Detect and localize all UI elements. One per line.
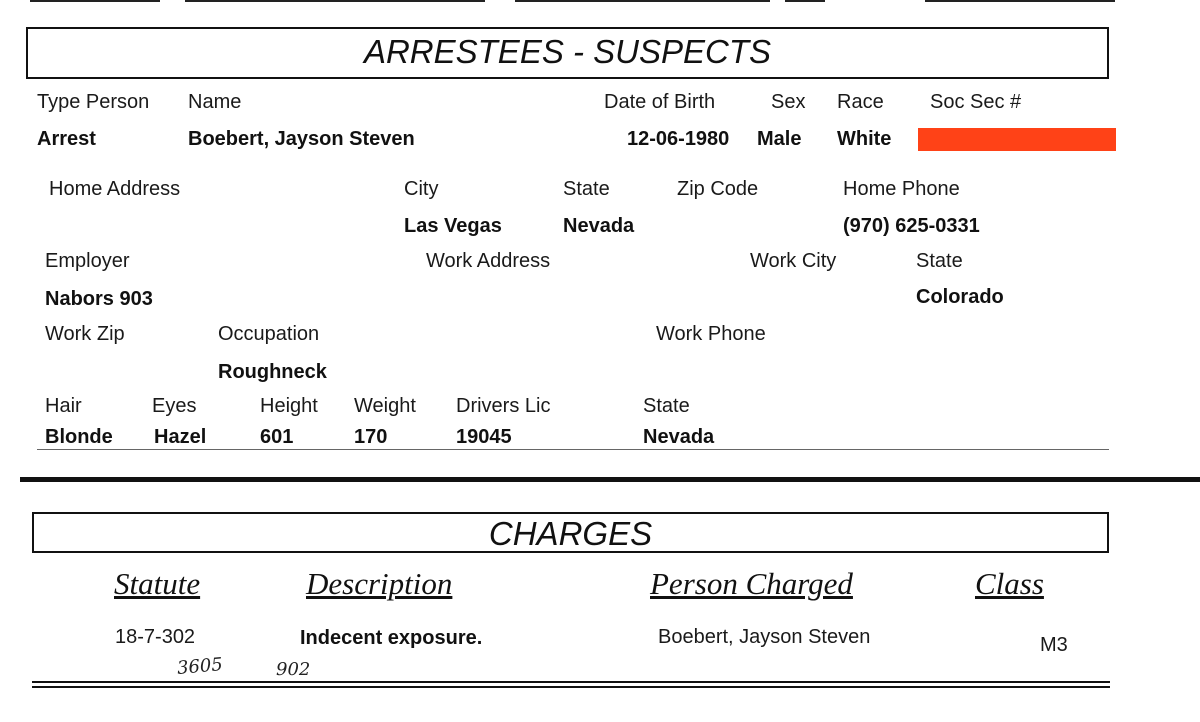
label-state: State bbox=[563, 178, 610, 200]
top-edge-mark bbox=[515, 0, 770, 2]
value-occupation: Roughneck bbox=[218, 361, 327, 383]
label-work-city: Work City bbox=[750, 250, 837, 272]
value-type-person: Arrest bbox=[37, 128, 96, 150]
value-weight: 170 bbox=[354, 426, 388, 448]
value-work-state: Colorado bbox=[916, 286, 1004, 308]
value-height: 601 bbox=[260, 426, 294, 448]
label-race: Race bbox=[837, 91, 884, 113]
value-lic-state: Nevada bbox=[643, 426, 715, 448]
label-employer: Employer bbox=[45, 250, 130, 272]
label-work-phone: Work Phone bbox=[656, 323, 766, 345]
charges-section-title: CHARGES bbox=[488, 515, 653, 552]
value-city: Las Vegas bbox=[404, 215, 502, 237]
value-drivers-lic: 19045 bbox=[456, 426, 512, 448]
label-name: Name bbox=[188, 91, 242, 113]
top-edge-mark bbox=[785, 0, 825, 2]
value-hair: Blonde bbox=[45, 426, 113, 448]
label-drivers-lic: Drivers Lic bbox=[456, 395, 551, 417]
label-home-address: Home Address bbox=[49, 178, 181, 200]
label-sex: Sex bbox=[771, 91, 806, 113]
label-dob: Date of Birth bbox=[604, 91, 716, 113]
handwritten-note-1: 3605 bbox=[176, 654, 224, 679]
ssn-redaction-block bbox=[918, 128, 1116, 151]
label-ssn: Soc Sec # bbox=[930, 91, 1022, 113]
value-eyes: Hazel bbox=[154, 426, 207, 448]
label-weight: Weight bbox=[354, 395, 416, 417]
header-description: Description bbox=[306, 566, 453, 601]
arrestees-section-title: ARRESTEES - SUSPECTS bbox=[363, 33, 772, 70]
top-edge-mark bbox=[185, 0, 485, 2]
header-statute: Statute bbox=[114, 566, 201, 601]
top-edge-mark bbox=[30, 0, 160, 2]
charge-description: Indecent exposure. bbox=[300, 627, 483, 649]
label-zip: Zip Code bbox=[677, 178, 759, 200]
value-dob: 12-06-1980 bbox=[627, 128, 730, 150]
label-work-state: State bbox=[916, 250, 963, 272]
top-edge-mark bbox=[925, 0, 1115, 2]
charge-person: Boebert, Jayson Steven bbox=[658, 626, 871, 648]
charge-class: M3 bbox=[1040, 634, 1068, 656]
label-occupation: Occupation bbox=[218, 323, 320, 345]
label-hair: Hair bbox=[45, 395, 82, 417]
value-employer: Nabors 903 bbox=[45, 288, 153, 310]
value-home-phone: (970) 625-0331 bbox=[843, 215, 980, 237]
charges-bottom-rule-2 bbox=[32, 686, 1110, 688]
label-city: City bbox=[404, 178, 439, 200]
charges-header-box bbox=[32, 512, 1109, 553]
arrestees-bottom-rule bbox=[37, 449, 1109, 450]
charges-bottom-rule-1 bbox=[32, 681, 1110, 683]
value-name: Boebert, Jayson Steven bbox=[188, 128, 415, 150]
label-work-zip: Work Zip bbox=[45, 323, 125, 345]
label-home-phone: Home Phone bbox=[843, 178, 960, 200]
value-race: White bbox=[837, 128, 892, 150]
handwritten-note-2: 902 bbox=[276, 659, 311, 680]
header-class: Class bbox=[975, 566, 1044, 601]
arrestees-header-box bbox=[26, 27, 1109, 79]
label-height: Height bbox=[260, 395, 318, 417]
section-divider bbox=[20, 477, 1200, 482]
label-lic-state: State bbox=[643, 395, 690, 417]
header-person-charged: Person Charged bbox=[650, 566, 853, 601]
value-state: Nevada bbox=[563, 215, 635, 237]
charge-statute: 18-7-302 bbox=[115, 626, 196, 648]
label-eyes: Eyes bbox=[152, 395, 197, 417]
value-sex: Male bbox=[757, 128, 802, 150]
label-work-address: Work Address bbox=[426, 250, 551, 272]
label-type-person: Type Person bbox=[37, 91, 150, 113]
